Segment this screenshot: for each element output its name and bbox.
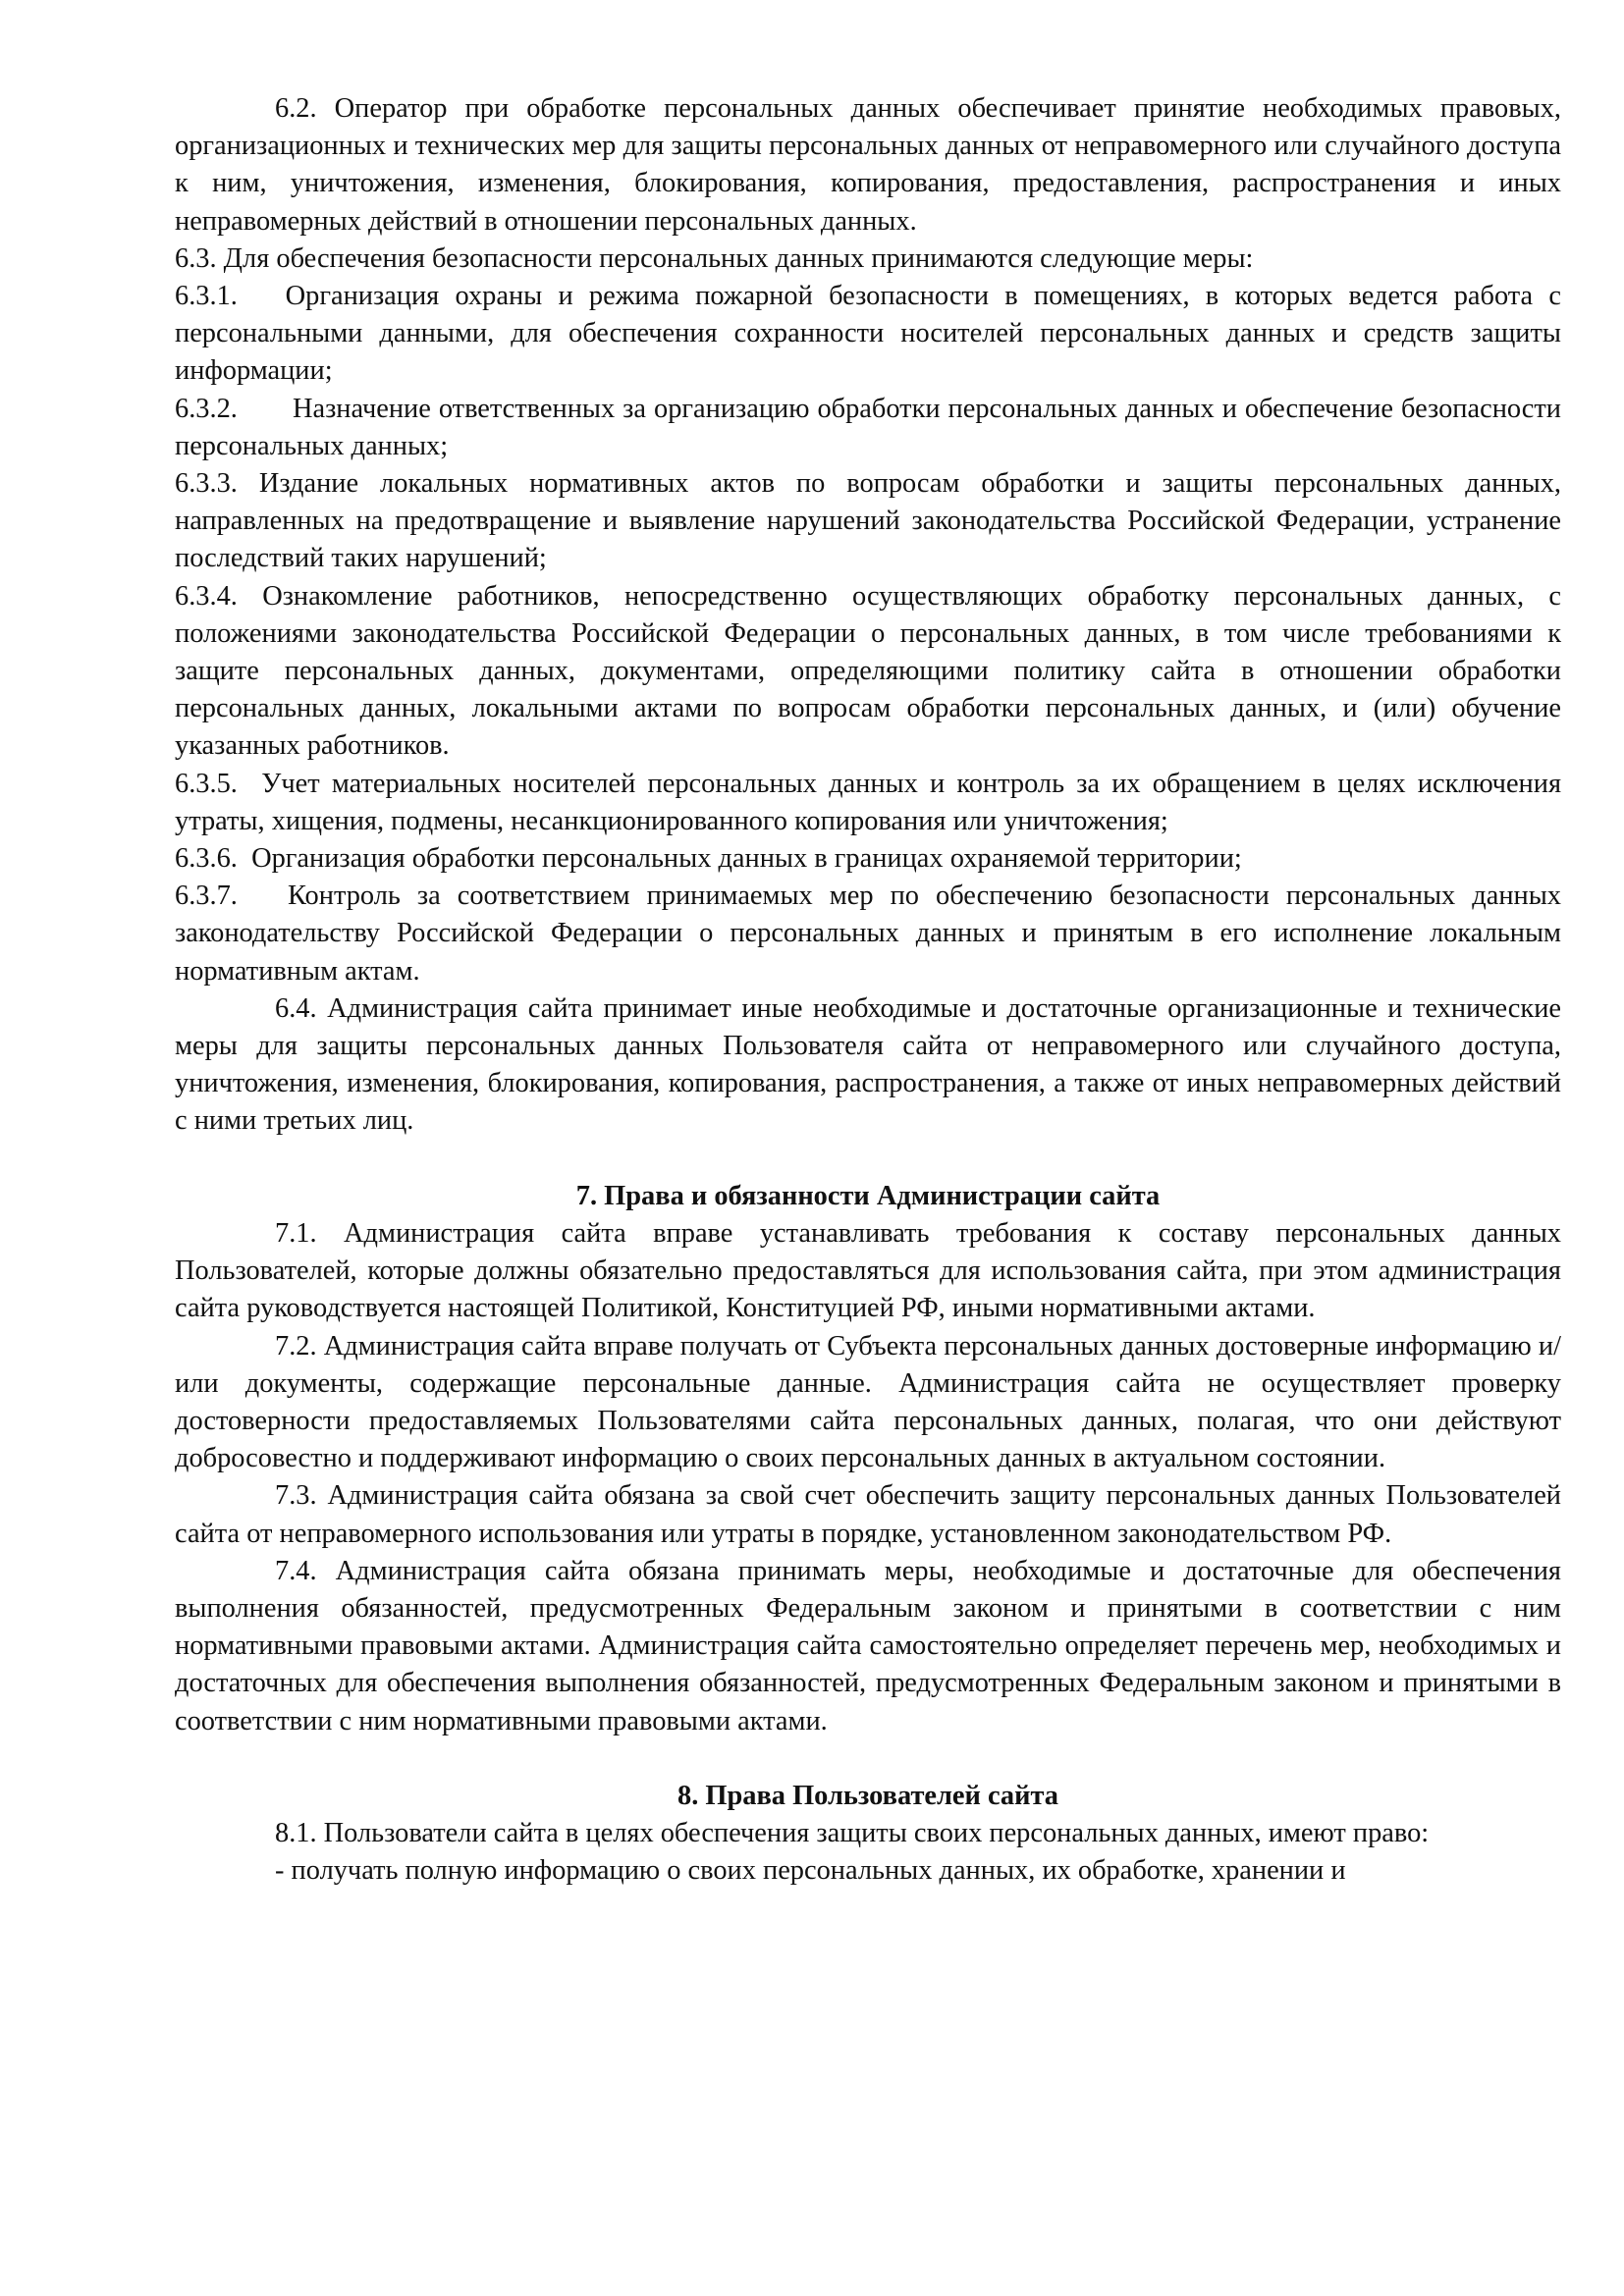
list-item-6-3-6 xyxy=(175,840,1561,878)
item-text: Ознакомление работников, непосредственно осуществляющих обработку персональных данных, с положениями законодательства Российской Федерации о персональных данных, в том числе требованиями к защите персональных данных, документами, определяющими политику сайта в отношении обработки персональных данных, локальными актами по вопросам обработки персональных данных, и (или) обучение указанных работников. xyxy=(175,580,1561,762)
item-text: Организация охраны и режима пожарной безопасности в помещениях, в которых ведется работа с персональными данными, для обеспечения сохранности носителей персональных данных и средств защиты информации; xyxy=(175,281,1561,387)
item-number: 6.3.3. xyxy=(175,468,238,500)
list-item-6-3-5 xyxy=(175,766,1561,840)
item-number: 6.3.5. xyxy=(175,768,238,799)
paragraph-7-4: 7.4. Администрация сайта обязана принимать меры, необходимые и достаточные для обеспечения выполнения обязанностей, предусмотренных Федеральным законом и принятыми в соответствии с ним нормативными правовыми актами. Администрация сайта самостоятельно определяет перечень мер, необходимых и достаточных для обеспечения выполнения обязанностей, предусмотренных Федеральным законом и принятыми в соответствии с ним нормативными правовыми актами. xyxy=(175,1555,1561,1736)
paragraph-6-4: 6.4. Администрация сайта принимает иные необходимые и достаточные организационные и технические меры для защиты персональных данных Пользователя сайта от неправомерного или случайного доступа, уничтожения, изменения, блокирования, копирования, распространения, а также от иных неправомерных действий с ними третьих лиц. xyxy=(175,992,1561,1137)
document-page xyxy=(175,90,1561,1890)
item-number: 6.3.2. xyxy=(175,393,238,424)
item-text: Организация обработки персональных данных в границах охраняемой территории; xyxy=(251,843,1242,875)
item-text: Контроль за соответствием принимаемых мер по обеспечению безопасности персональных данных законодательству Российской Федерации о персональных данных и принятым в его исполнение локальным нормативным актам. xyxy=(175,881,1561,987)
paragraph-6-2: 6.2. Оператор при обработке персональных данных обеспечивает принятие необходимых правовых, организационных и технических мер для защиты персональных данных от неправомерного или случайного доступа к ним, уничтожения, изменения, блокирования, копирования, предоставления, распространения и иных неправомерных действий в отношении персональных данных. xyxy=(175,93,1561,237)
paragraph-8-1: 8.1. Пользователи сайта в целях обеспечения защиты своих персональных данных, имеют право: xyxy=(275,1817,1430,1848)
paragraph-6-3: 6.3. Для обеспечения безопасности персональных данных принимаются следующие меры: xyxy=(175,242,1254,274)
list-item-6-3-4 xyxy=(175,578,1561,766)
bullet-item: - получать полную информацию о своих персональных данных, их обработке, хранении и xyxy=(275,1855,1346,1887)
section-7-heading: 7. Права и обязанности Администрации сайта xyxy=(575,1180,1161,1211)
item-text: Учет материальных носителей персональных данных и контроль за их обращением в целях исключения утраты, хищения, подмены, несанкционированного копирования или уничтожения; xyxy=(175,768,1561,836)
section-8-heading: 8. Права Пользователей сайта xyxy=(677,1780,1058,1811)
list-item-6-3-2 xyxy=(175,391,1561,465)
item-number: 6.3.1. xyxy=(175,281,238,312)
paragraph-7-1: 7.1. Администрация сайта вправе устанавливать требования к составу персональных данных Пользователей, которые должны обязательно предоставляться для использования сайта, при этом администрация сайта руководствуется настоящей Политикой, Конституцией РФ, иными нормативными актами. xyxy=(175,1217,1561,1324)
item-text: Назначение ответственных за организацию обработки персональных данных и обеспечение безопасности персональных данных; xyxy=(175,393,1561,461)
item-text: Издание локальных нормативных актов по вопросам обработки и защиты персональных данных, направленных на предотвращение и выявление нарушений законодательства Российской Федерации, устранение последствий таких нарушений; xyxy=(175,468,1561,574)
item-number: 6.3.7. xyxy=(175,881,238,912)
list-item-6-3-1 xyxy=(175,278,1561,391)
item-number: 6.3.4. xyxy=(175,580,238,612)
paragraph-7-2: 7.2. Администрация сайта вправе получать от Субъекта персональных данных достоверные информацию и/или документы, содержащие персональные данные. Администрация сайта не осуществляет проверку достоверности предоставляемых Пользователями сайта персональных данных, полагая, что они действуют добросовестно и поддерживают информацию о своих персональных данных в актуальном состоянии. xyxy=(175,1330,1561,1474)
item-number: 6.3.6. xyxy=(175,843,238,875)
paragraph-7-3: 7.3. Администрация сайта обязана за свой счет обеспечить защиту персональных данных Пользователей сайта от неправомерного использования или утраты в порядке, установленном законодательством РФ. xyxy=(175,1480,1561,1549)
list-item-6-3-7 xyxy=(175,878,1561,990)
list-item-6-3-3 xyxy=(175,465,1561,578)
